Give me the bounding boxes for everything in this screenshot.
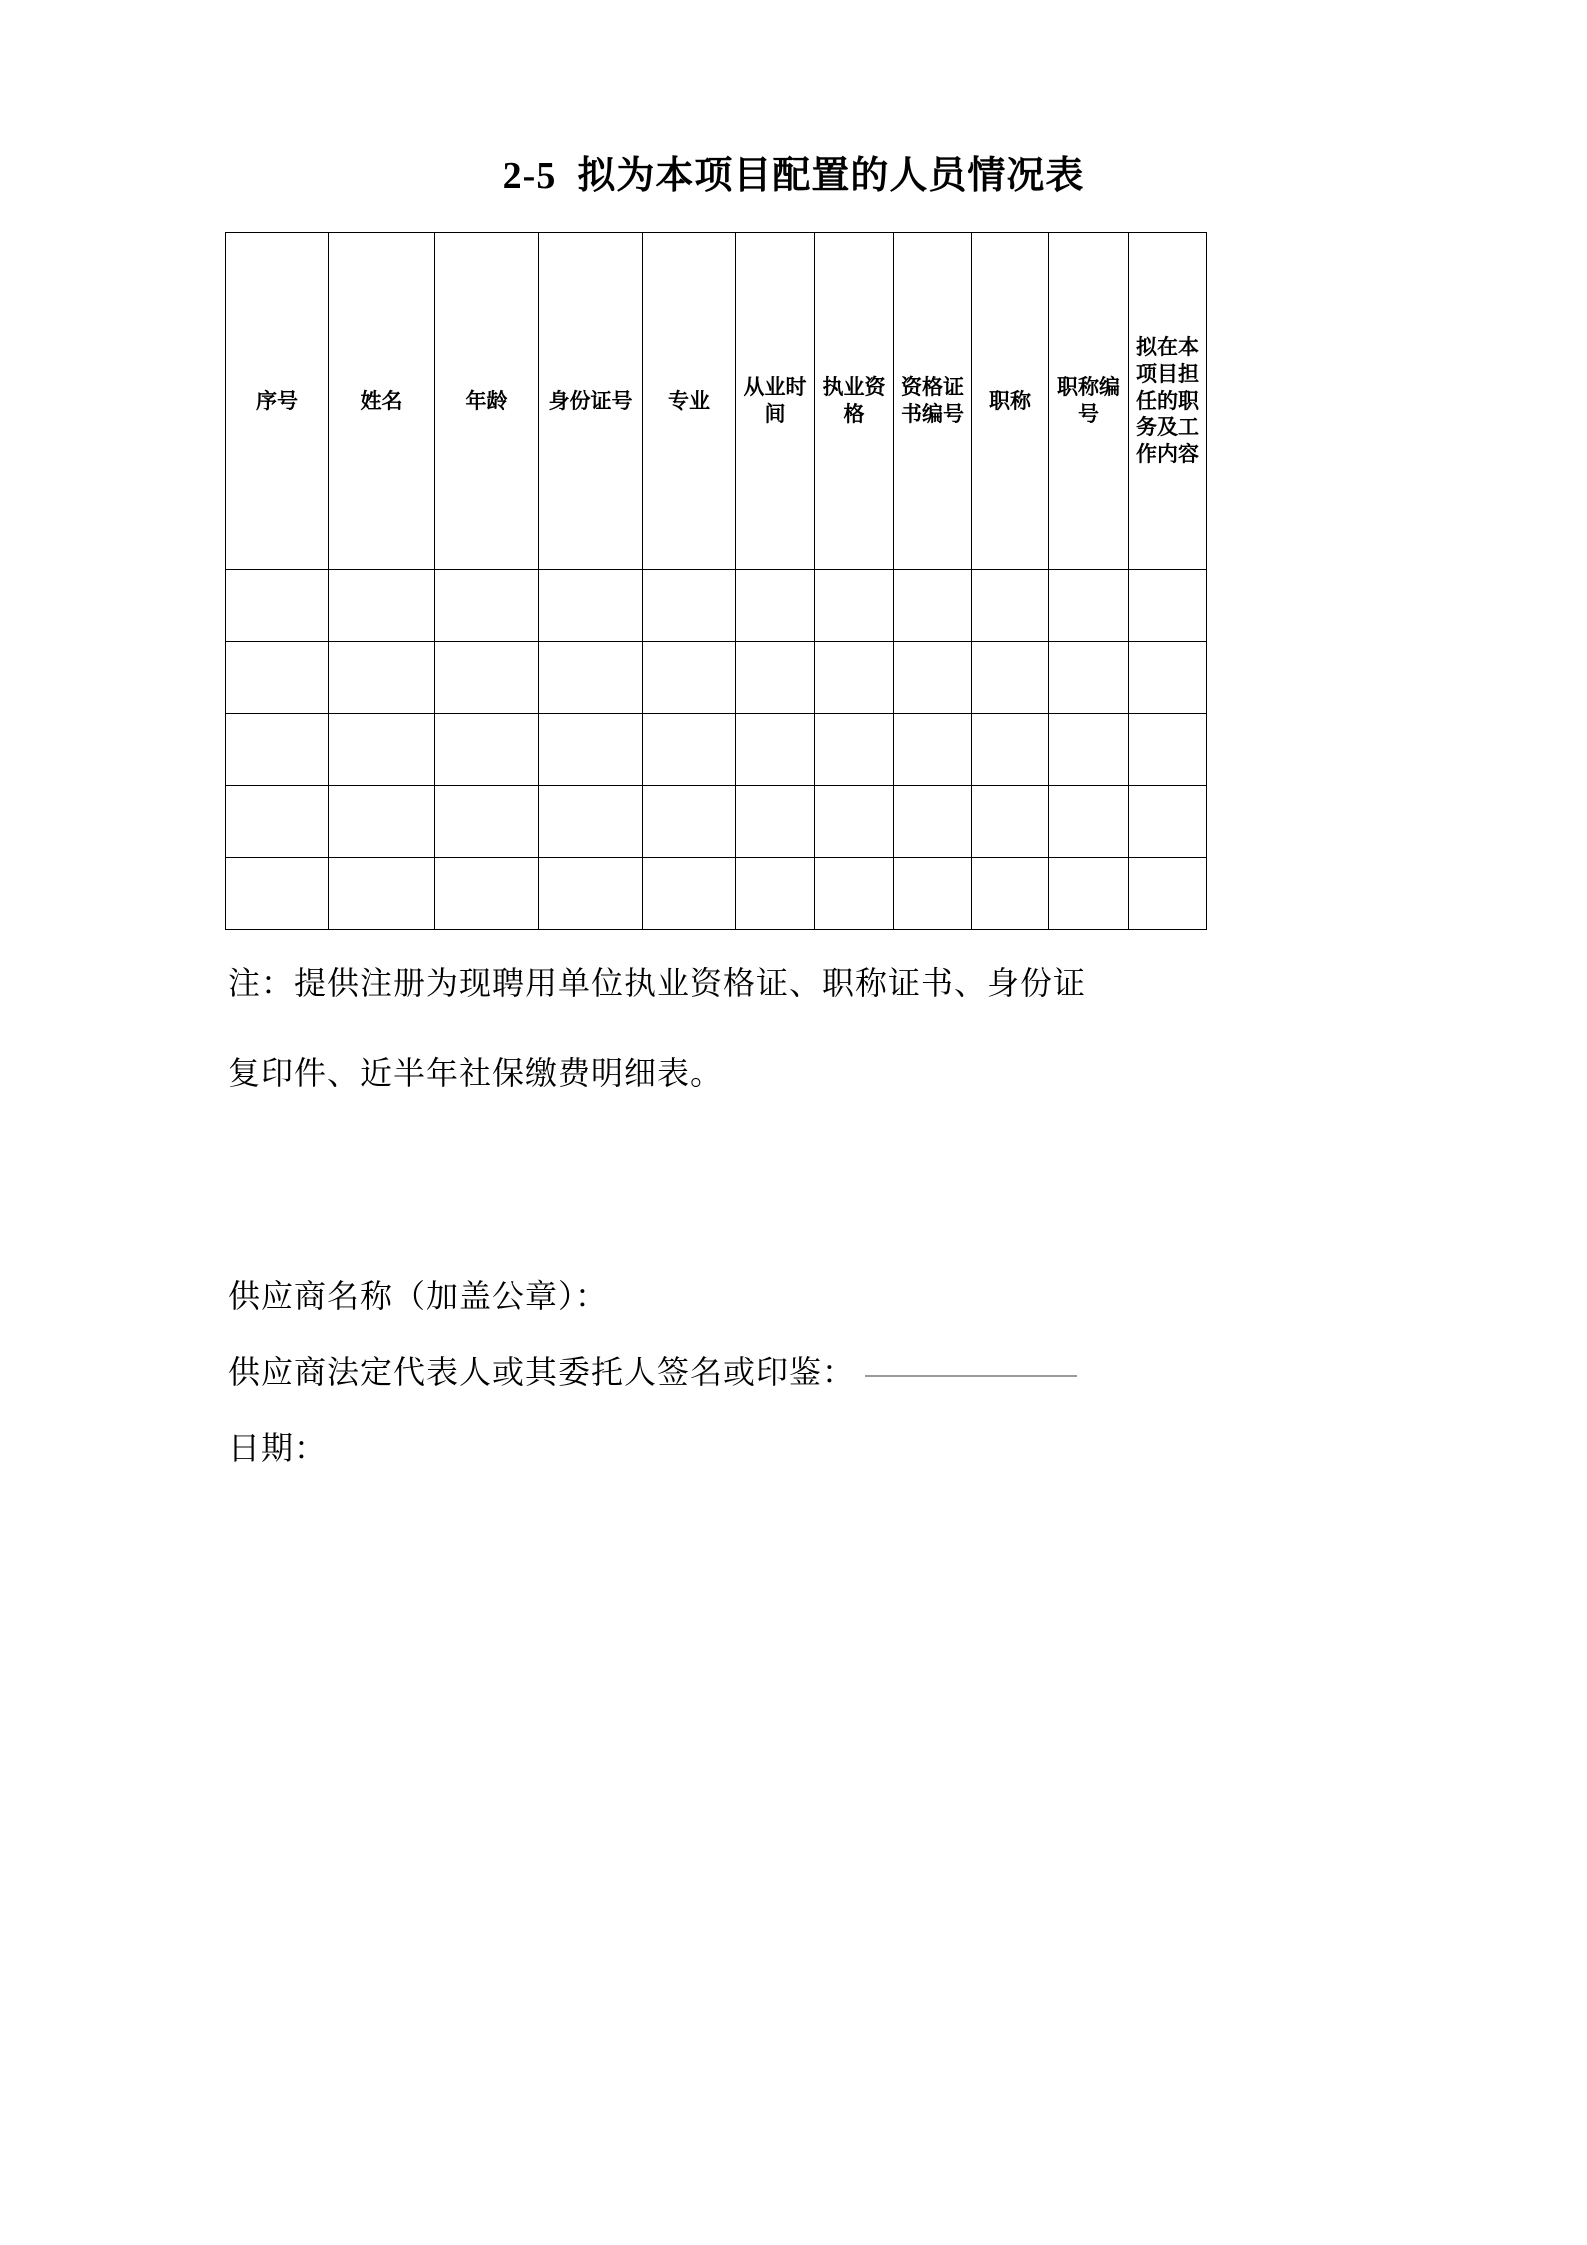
table-cell[interactable] [1129,858,1207,930]
table-cell[interactable] [972,858,1049,930]
column-header-label: 专业 [668,388,710,413]
table-header-row [226,233,1207,570]
column-header-序号 [226,233,329,570]
table-cell[interactable] [972,642,1049,714]
table-cell[interactable] [226,858,329,930]
table-cell[interactable] [972,786,1049,858]
supplier-name-label: 供应商名称（加盖公章）： [228,1278,609,1314]
table-cell[interactable] [539,714,643,786]
table-cell[interactable] [894,786,972,858]
column-header-label: 职称 [989,388,1031,413]
table-cell[interactable] [1129,642,1207,714]
table-cell[interactable] [1129,714,1207,786]
column-header-label: 职称编号 [1057,375,1120,426]
table-cell[interactable] [736,858,815,930]
signature-block [228,1258,1428,1486]
date-label: 日期： [228,1430,328,1466]
table-cell[interactable] [539,570,643,642]
column-header-职称 [972,233,1049,570]
column-header-label: 资格证书编号 [901,375,964,426]
table-cell[interactable] [329,570,435,642]
table-cell[interactable] [1049,642,1129,714]
table-cell[interactable] [1049,570,1129,642]
table-row[interactable] [226,570,1207,642]
table-cell[interactable] [435,858,539,930]
table-cell[interactable] [972,714,1049,786]
note-line-2: 复印件、近半年社保缴费明细表。 [228,1055,724,1091]
column-header-label: 从业时间 [743,375,807,426]
column-header-姓名 [329,233,435,570]
table-cell[interactable] [736,786,815,858]
table-cell[interactable] [226,570,329,642]
personnel-table [225,232,1207,930]
table-note [228,938,1228,1118]
table-cell[interactable] [329,858,435,930]
table-cell[interactable] [643,714,736,786]
table-cell[interactable] [736,714,815,786]
table-cell[interactable] [1129,786,1207,858]
table-cell[interactable] [226,714,329,786]
column-header-label: 年龄 [465,388,508,413]
column-header-label: 拟在本项目担任的职务及工作内容 [1136,334,1199,467]
table-cell[interactable] [815,642,894,714]
table-cell[interactable] [329,714,435,786]
table-cell[interactable] [1049,858,1129,930]
table-cell[interactable] [894,642,972,714]
table-cell[interactable] [643,858,736,930]
table-cell[interactable] [894,714,972,786]
table-cell[interactable] [539,642,643,714]
table-cell[interactable] [643,786,736,858]
table-cell[interactable] [972,570,1049,642]
table-cell[interactable] [539,786,643,858]
table-cell[interactable] [815,858,894,930]
table-cell[interactable] [329,642,435,714]
table-cell[interactable] [736,642,815,714]
representative-signature-field[interactable] [865,1375,1077,1377]
table-row[interactable] [226,858,1207,930]
table-cell[interactable] [226,642,329,714]
table-cell[interactable] [435,570,539,642]
table-cell[interactable] [226,786,329,858]
table-cell[interactable] [329,786,435,858]
representative-signature-row [228,1334,1428,1410]
table-cell[interactable] [815,786,894,858]
column-header-年龄 [435,233,539,570]
note-line-1: 注：提供注册为现聘用单位执业资格证、职称证书、身份证 [228,965,1087,1001]
table-row[interactable] [226,642,1207,714]
column-header-从业时间 [736,233,815,570]
table-cell[interactable] [435,786,539,858]
table-row[interactable] [226,786,1207,858]
table-cell[interactable] [736,570,815,642]
date-row [228,1410,1428,1486]
column-header-资格证书编号 [894,233,972,570]
column-header-label: 身份证号 [548,388,633,413]
table-cell[interactable] [1129,570,1207,642]
table-body [226,570,1207,930]
table-cell[interactable] [435,714,539,786]
table-header [226,233,1207,570]
page-title: 2-5 拟为本项目配置的人员情况表 [502,155,1085,197]
representative-signature-label: 供应商法定代表人或其委托人签名或印鉴： [228,1354,856,1390]
table-cell[interactable] [815,570,894,642]
table-cell[interactable] [894,570,972,642]
column-header-专业 [643,233,736,570]
table-cell[interactable] [643,570,736,642]
column-header-职称编号 [1049,233,1129,570]
column-header-身份证号 [539,233,643,570]
column-header-label: 执业资格 [822,375,886,426]
table-cell[interactable] [539,858,643,930]
column-header-label: 姓名 [360,388,403,413]
table-cell[interactable] [435,642,539,714]
table-row[interactable] [226,714,1207,786]
table-cell[interactable] [894,858,972,930]
table-cell[interactable] [815,714,894,786]
table-cell[interactable] [1049,714,1129,786]
table-cell[interactable] [1049,786,1129,858]
column-header-拟任职务及工作内容 [1129,233,1207,570]
table-cell[interactable] [643,642,736,714]
column-header-执业资格 [815,233,894,570]
column-header-label: 序号 [256,388,298,413]
